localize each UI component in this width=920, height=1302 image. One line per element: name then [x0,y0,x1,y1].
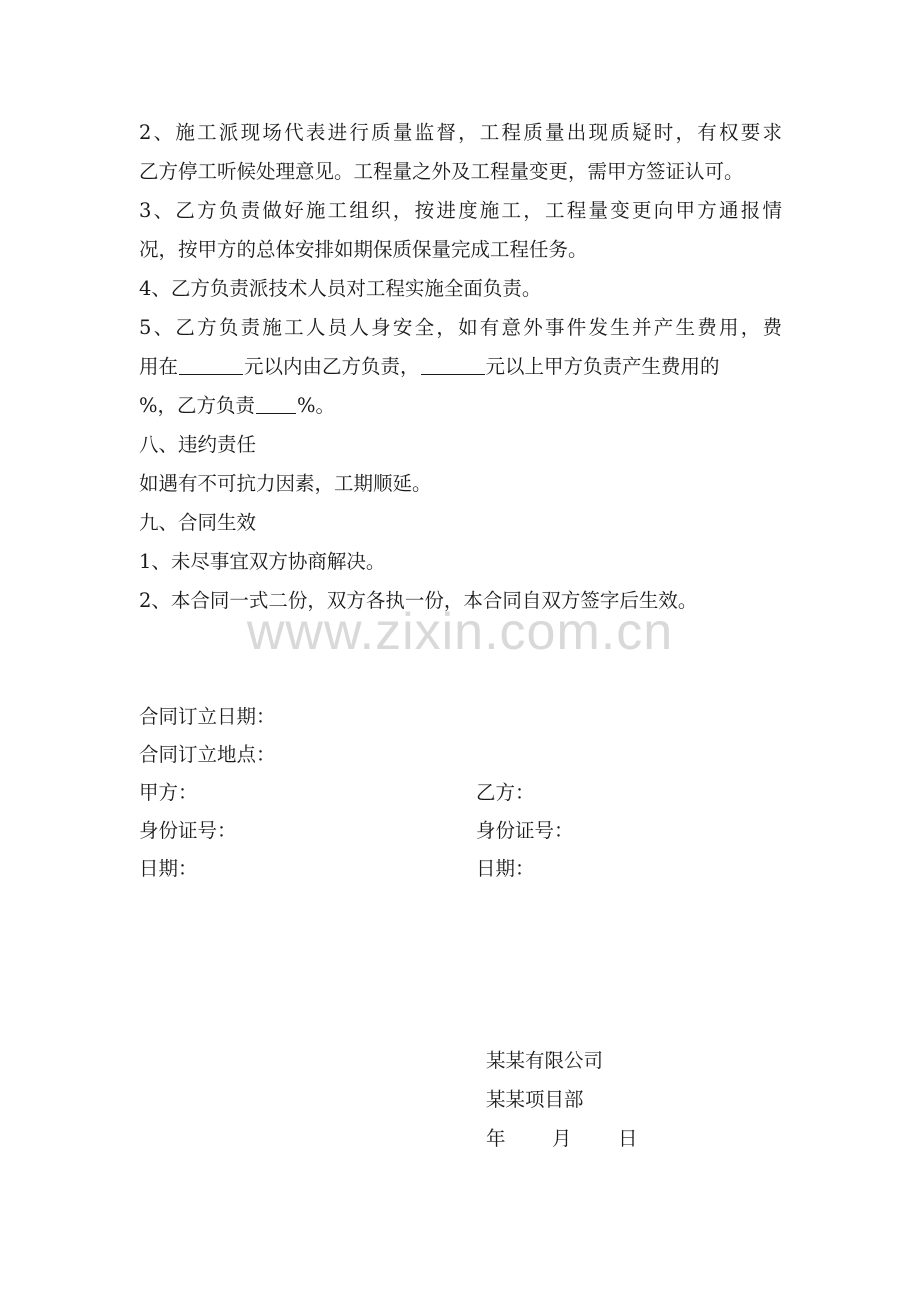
clause-5-text-b: 元以内由乙方负责， [244,355,420,378]
fill-blank-percent[interactable] [256,393,296,414]
clause-5-text-e: %。 [297,394,336,417]
party-b-date-label: 日期： [476,857,535,880]
clause-5-text-c: 元以上甲方负责产生费用的 [485,355,720,378]
section-9-item-2: 2、本合同一式二份，双方各执一份，本合同自双方签字后生效。 [139,589,698,612]
project-department: 某某项目部 [486,1088,584,1111]
party-a-id-label: 身份证号： [139,819,237,842]
clause-3-line-1: 3、乙方负责做好施工组织，按进度施工，工程量变更向甲方通报情 [139,199,782,222]
fill-blank-amount-1[interactable] [179,354,243,375]
watermark: www.zixin.com.cn [246,603,674,661]
clause-3-line-2: 况，按甲方的总体安排如期保质保量完成工程任务。 [139,238,588,261]
year-label: 年 [486,1127,506,1150]
party-a-date-label: 日期： [139,857,198,880]
party-a-label: 甲方： [139,781,198,804]
clause-2-line-2: 乙方停工听候处理意见。工程量之外及工程量变更，需甲方签证认可。 [139,160,744,183]
party-b-id-label: 身份证号： [476,819,574,842]
day-label: 日 [618,1127,638,1150]
section-8-heading: 八、违约责任 [139,433,257,456]
section-9-item-1: 1、未尽事宜双方协商解决。 [139,550,386,573]
clause-5-line-3 [139,391,335,421]
signature-date [486,1124,638,1154]
section-8-text: 如遇有不可抗力因素，工期顺延。 [139,472,432,495]
fill-blank-amount-2[interactable] [421,354,485,375]
section-9-heading: 九、合同生效 [139,511,257,534]
clause-5-text-d: %，乙方负责 [139,394,256,417]
contract-place-label: 合同订立地点： [139,743,276,766]
party-b-label: 乙方： [476,781,535,804]
clause-5-text-a: 用在 [139,355,179,378]
clause-4: 4、乙方负责派技术人员对工程实施全面负责。 [139,277,542,300]
month-label: 月 [552,1127,572,1150]
clause-2-line-1: 2、施工派现场代表进行质量监督，工程质量出现质疑时，有权要求 [139,121,782,144]
clause-5-line-2 [139,352,782,382]
company-name: 某某有限公司 [486,1049,604,1072]
contract-date-label: 合同订立日期： [139,705,276,728]
clause-5-line-1: 5、乙方负责施工人员人身安全，如有意外事件发生并产生费用，费 [139,316,782,339]
